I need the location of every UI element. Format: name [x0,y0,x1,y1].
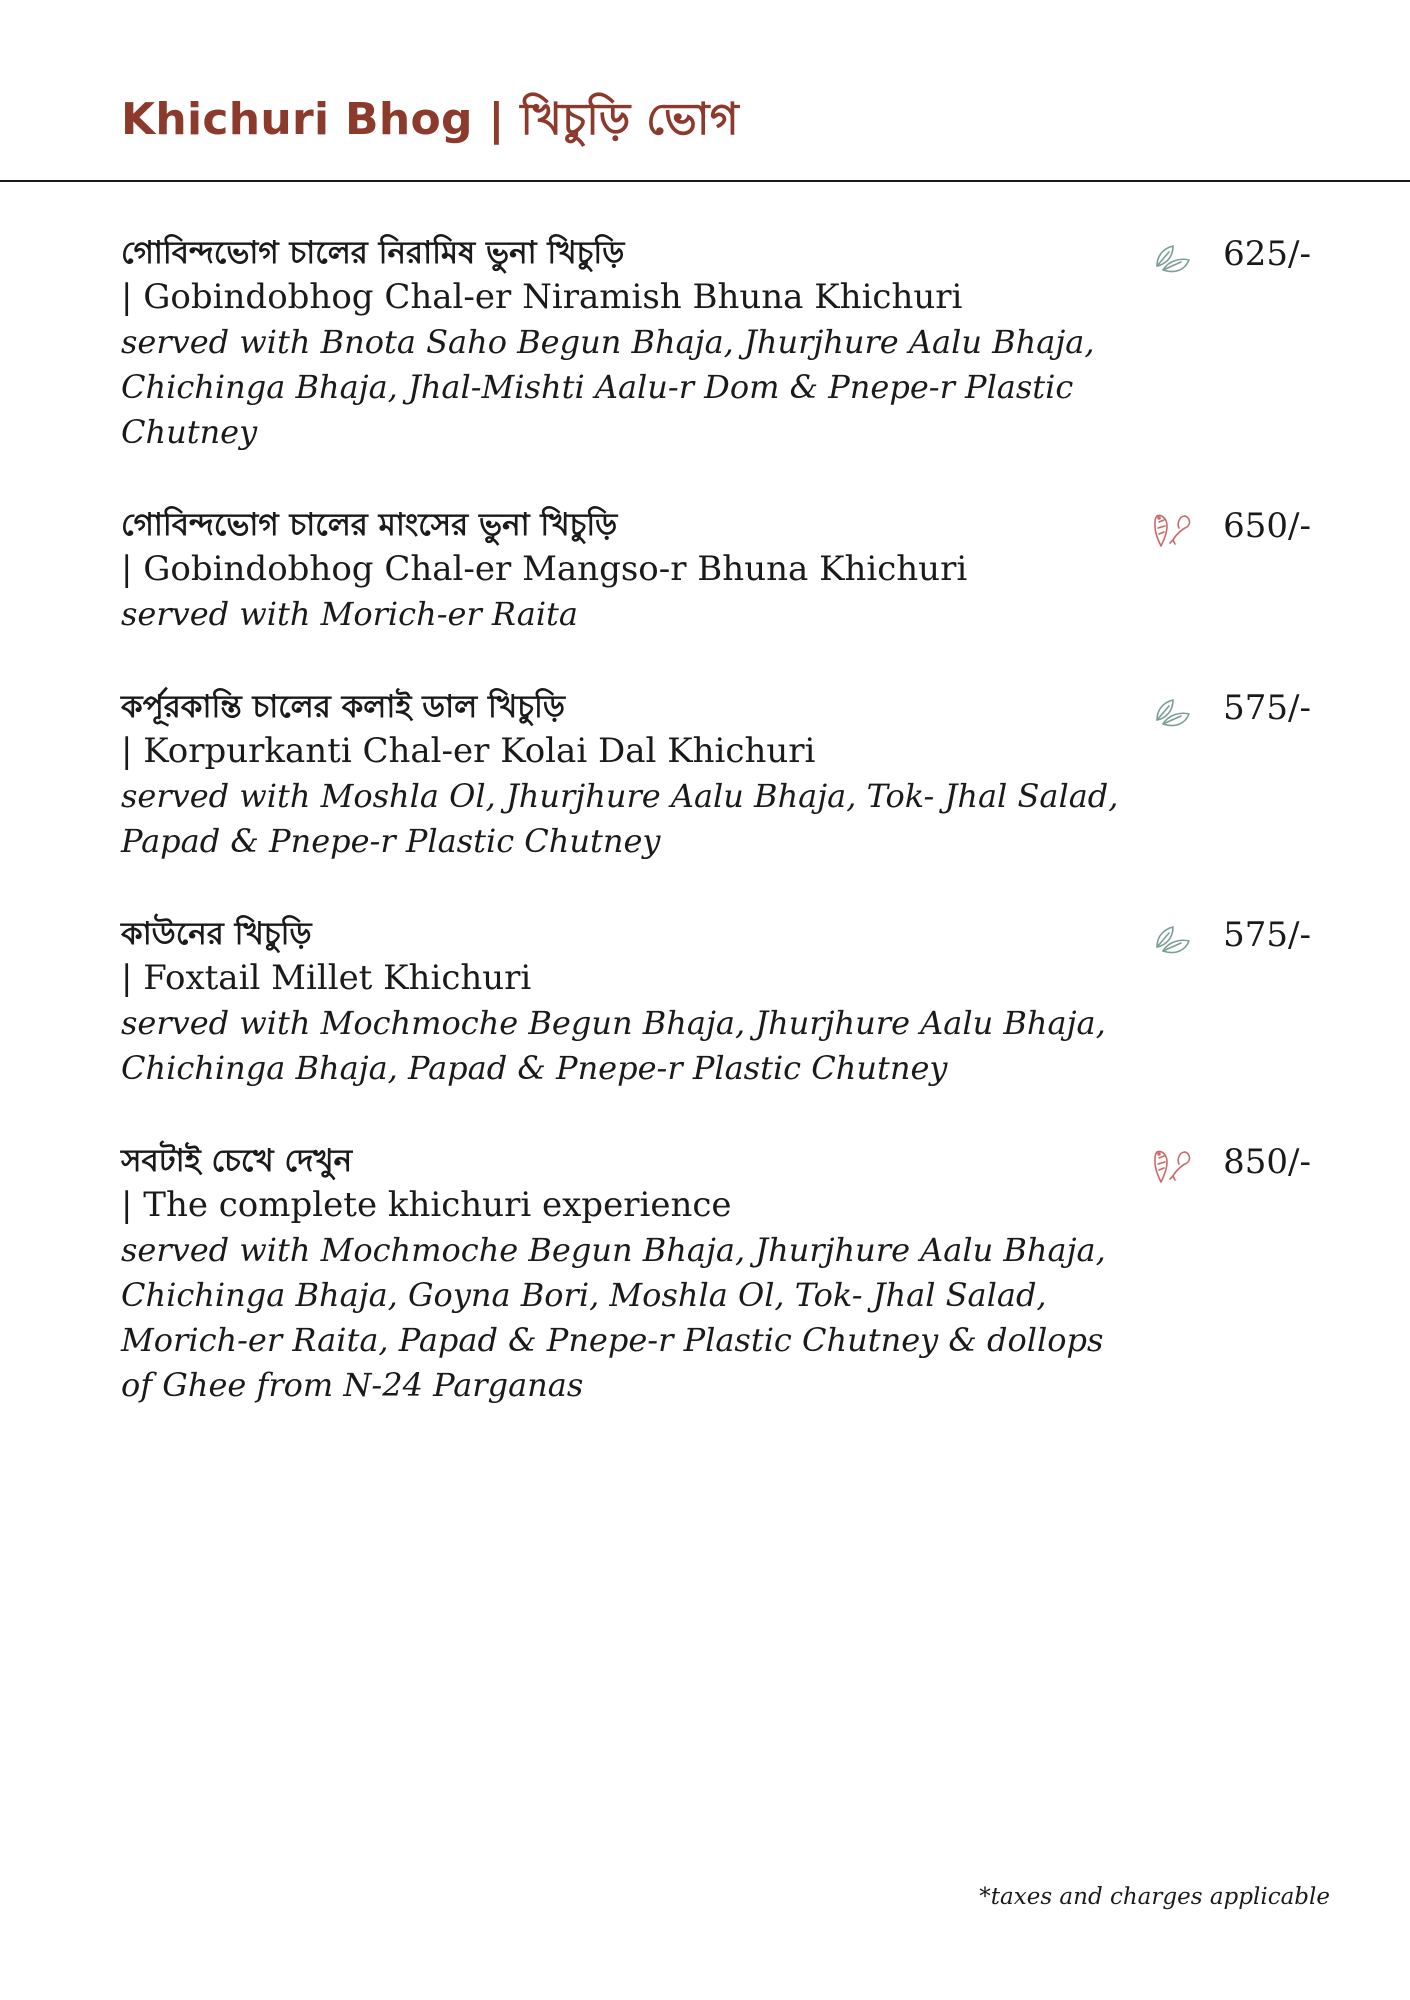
leaf-icon [1151,690,1195,734]
item-name-english: | Gobindobhog Chal-er Niramish Bhuna Khichuri [121,277,963,317]
leaf-icon [1151,917,1195,961]
menu-item [121,1140,1321,1408]
item-name-bengali: কাউনের খিচুড়ি [121,916,312,952]
item-description: served with Morich-er Raita [121,595,578,633]
item-description: served with Mochmoche Begun Bhaja, Jhurjhure Aalu Bhaja, Chichinga Bhaja, Goyna Bori, Moshla Ol, Tok- Jhal Salad, Morich-er Raita, Papad & Pnepe-r Plastic Chutney & dollops of Ghee from N-24 Parganas [121,1231,1106,1404]
menu-item [121,686,1321,864]
item-price: 575/- [1223,688,1311,728]
menu-item [121,913,1321,1091]
item-name-english: | Foxtail Millet Khichuri [121,958,532,998]
item-name-bengali: গোবিন্দভোগ চালের মাংসের ভুনা খিচুড়ি [121,507,618,543]
item-price: 850/- [1223,1142,1311,1182]
item-name-english: | Gobindobhog Chal-er Mangso-r Bhuna Khichuri [121,549,968,589]
menu-item [121,232,1321,455]
fish-drumstick-icon [1151,508,1195,552]
item-name-english: | The complete khichuri experience [121,1185,732,1225]
item-price: 625/- [1223,234,1311,274]
item-description: served with Bnota Saho Begun Bhaja, Jhurjhure Aalu Bhaja, Chichinga Bhaja, Jhal-Mishti Aalu-r Dom & Pnepe-r Plastic Chutney [121,323,1095,451]
item-price: 575/- [1223,915,1311,955]
page-title: Khichuri Bhog | খিচুড়ি ভোগ [121,94,740,145]
taxes-footnote: *taxes and charges applicable [979,1884,1330,1910]
fish-drumstick-icon [1151,1144,1195,1188]
item-name-bengali: কর্পূরকান্তি চালের কলাই ডাল খিচুড়ি [121,689,565,725]
item-description: served with Moshla Ol, Jhurjhure Aalu Bhaja, Tok- Jhal Salad, Papad & Pnepe-r Plastic Chutney [121,777,1119,860]
item-name-bengali: গোবিন্দভোগ চালের নিরামিষ ভুনা খিচুড়ি [121,235,625,271]
item-description: served with Mochmoche Begun Bhaja, Jhurjhure Aalu Bhaja, Chichinga Bhaja, Papad & Pnepe-r Plastic Chutney [121,1004,1106,1087]
header-divider [0,180,1410,182]
menu-item [121,504,1321,637]
item-name-bengali: সবটাই চেখে দেখুন [121,1143,353,1179]
leaf-icon [1151,236,1195,280]
item-name-english: | Korpurkanti Chal-er Kolai Dal Khichuri [121,731,816,771]
item-price: 650/- [1223,506,1311,546]
